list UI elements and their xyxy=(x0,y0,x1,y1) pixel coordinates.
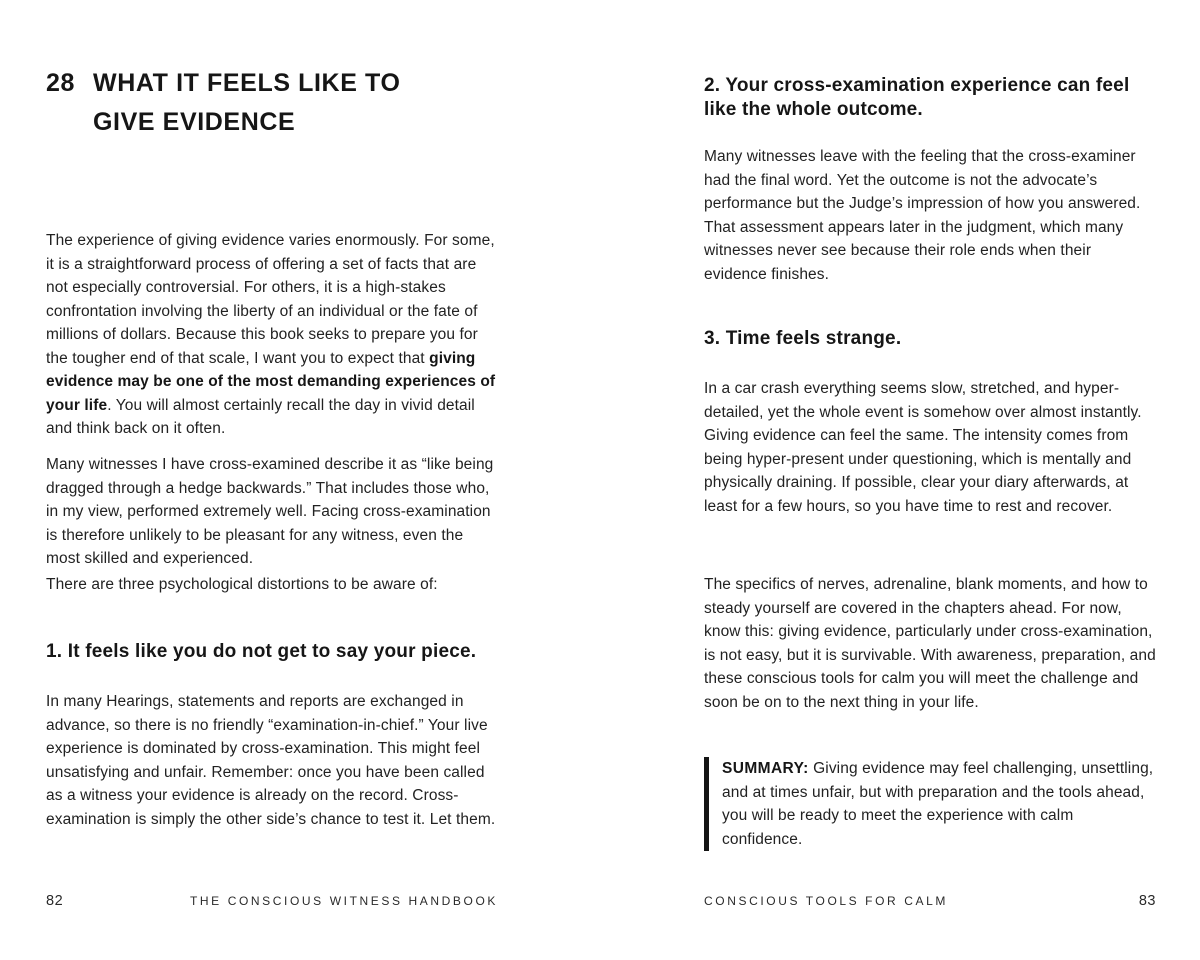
paragraph-intro-text-end: . You will almost certainly recall the day in vivid detail and think back on it often. xyxy=(46,396,475,437)
page-right xyxy=(704,0,1156,960)
paragraph-car-crash: In a car crash everything seems slow, stretched, and hyper-detailed, yet the whole event is somehow over almost instantly. Giving evidence can feel the same. The intensity comes from being hyper-present under questioning, which is mentally and physically draining. If possible, clear your diary afterwards, at least for a few hours, so you have time to rest and recover. xyxy=(704,380,1142,515)
chapter-heading xyxy=(46,64,498,142)
section-heading-1: 1. It feels like you do not get to say your piece. xyxy=(46,641,477,662)
summary-text: Giving evidence may feel challenging, unsettling, and at times unfair, but with preparation and the tools ahead, you will be ready to meet the experience with calm confidence. xyxy=(722,760,1154,848)
paragraph-hedge-backwards: Many witnesses I have cross-examined describe it as “like being dragged through a hedge backwards.” That includes those who, in my view, performed extremely well. Facing cross-examination is therefore unlikely to be pleasant for any witness, even the most skilled and experienced. xyxy=(46,456,494,567)
paragraph-intro-bold-emphasis: giving evidence may be one of the most demanding experiences of your life xyxy=(46,349,496,414)
page-number-left: 82 xyxy=(46,893,64,909)
paragraph-intro xyxy=(46,229,498,441)
footer-left xyxy=(46,893,498,909)
page-left xyxy=(46,0,498,960)
paragraph-final-word: Many witnesses leave with the feeling that the cross-examiner had the final word. Yet the outcome is not the advocate’s performance but the Judge’s impression of how you answered. That assessment appears later in the judgment, which many witnesses never see because their role ends when their evidence finishes. xyxy=(704,148,1141,283)
section-heading-3: 3. Time feels strange. xyxy=(704,328,902,349)
running-title-right: CONSCIOUS TOOLS FOR CALM xyxy=(704,894,948,908)
summary-callout xyxy=(704,757,1156,851)
paragraph-intro-text: The experience of giving evidence varies enormously. For some, it is a straightforward process of offering a set of facts that are not especially controversial. For others, it is a high-stakes confrontation involving the liberty of an individual or the fate of millions of dollars. Because this book seeks to prepare you for the tougher end of that scale, I want you to expect that xyxy=(46,232,495,367)
chapter-title: WHAT IT FEELS LIKE TO GIVE EVIDENCE xyxy=(93,69,401,136)
paragraph-hearings: In many Hearings, statements and reports are exchanged in advance, so there is no friendly “examination-in-chief.” Your live experience is dominated by cross-examination. This might feel unsatisfying and unfair. Remember: once you have been called as a witness your evidence is already on the record. Cross-examination is simply the other side’s chance to test it. Let them. xyxy=(46,693,496,828)
paragraph-specifics: The specifics of nerves, adrenaline, blank moments, and how to steady yourself are covered in the chapters ahead. For now, know this: giving evidence, particularly under cross-examination, is not easy, but it is survivable. With awareness, preparation, and these conscious tools for calm you will meet the challenge and soon be on to the next thing in your life. xyxy=(704,576,1156,711)
footer-right xyxy=(704,893,1156,909)
page-number-right: 83 xyxy=(1138,893,1156,909)
summary-paragraph xyxy=(722,757,1156,851)
paragraph-three-distortions: There are three psychological distortions to be aware of: xyxy=(46,576,438,593)
summary-label: SUMMARY: xyxy=(722,760,809,777)
section-heading-2: 2. Your cross-examination experience can feel like the whole outcome. xyxy=(704,75,1130,120)
chapter-number: 28 xyxy=(46,69,76,97)
running-title-left: THE CONSCIOUS WITNESS HANDBOOK xyxy=(189,894,498,908)
